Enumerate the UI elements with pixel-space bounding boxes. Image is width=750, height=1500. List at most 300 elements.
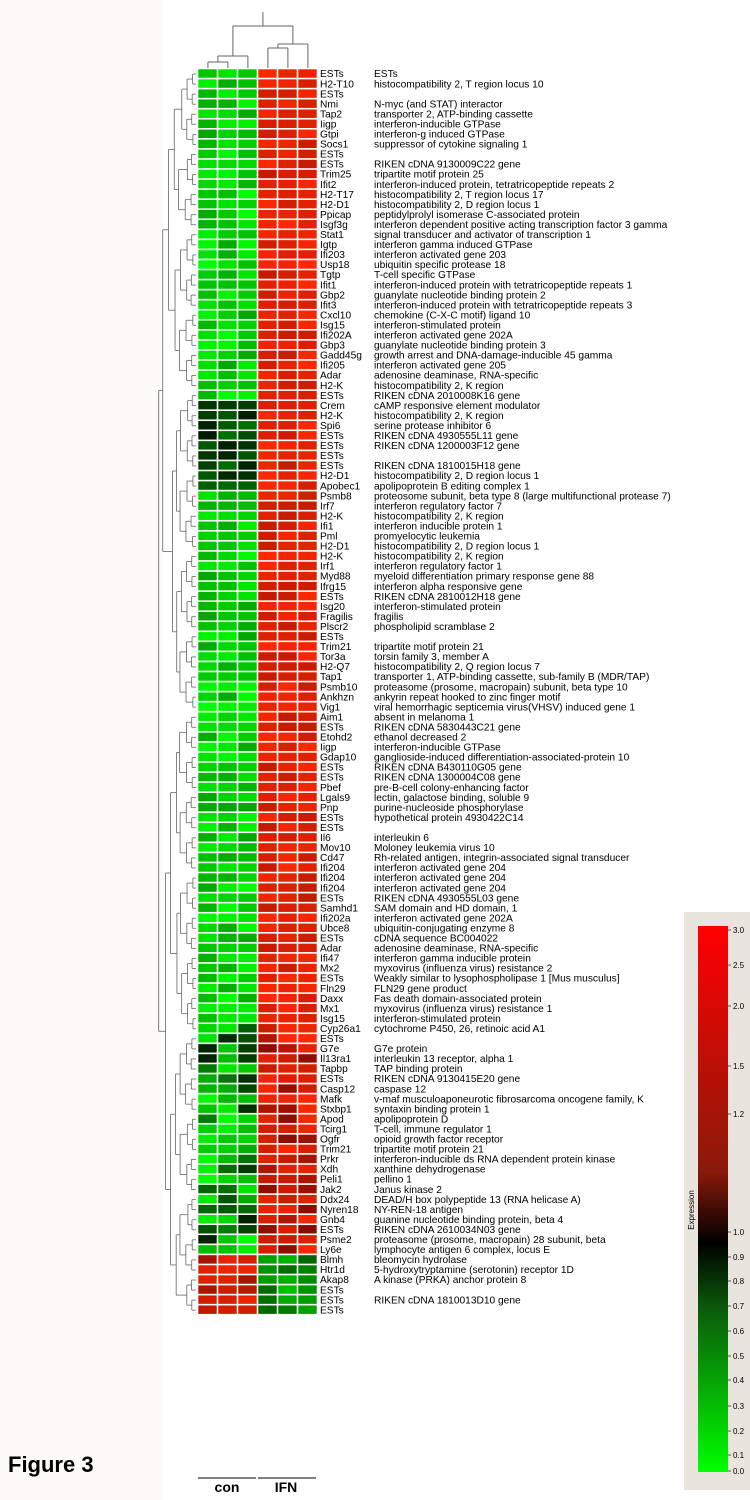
heatmap-cell: [258, 742, 277, 751]
heatmap-cell: [298, 1044, 317, 1053]
heatmap-cell: [298, 682, 317, 691]
heatmap-cell: [238, 1154, 257, 1163]
heatmap-cell: [298, 1034, 317, 1043]
heatmap-cell: [278, 1235, 297, 1244]
heatmap-cell: [298, 853, 317, 862]
heatmap-cell: [198, 240, 217, 249]
heatmap-cell: [198, 1195, 217, 1204]
heatmap-cell: [298, 742, 317, 751]
heatmap-cell: [278, 1205, 297, 1214]
heatmap-cell: [278, 481, 297, 490]
heatmap-cell: [258, 762, 277, 771]
heatmap-cell: [258, 1164, 277, 1173]
heatmap-cell: [198, 953, 217, 962]
heatmap-cell: [258, 974, 277, 983]
heatmap-cell: [218, 682, 237, 691]
heatmap-cell: [198, 1054, 217, 1063]
gene-description: histocompatibility 2, K region: [374, 551, 504, 563]
gene-label: ESTs: [320, 441, 344, 453]
heatmap-cell: [218, 270, 237, 279]
gene-description: interferon-induced protein with tetratricopeptide repeats 3: [374, 300, 633, 312]
heatmap-cell: [278, 1044, 297, 1053]
heatmap-cell: [238, 421, 257, 430]
heatmap-cell: [278, 1305, 297, 1314]
heatmap-cell: [238, 873, 257, 882]
heatmap-cell: [218, 783, 237, 792]
heatmap-cell: [258, 119, 277, 128]
heatmap-cell: [278, 752, 297, 761]
gene-description: pellino 1: [374, 1174, 412, 1186]
heatmap-cell: [218, 471, 237, 480]
gene-description: interleukin 13 receptor, alpha 1: [374, 1054, 514, 1066]
heatmap-cell: [238, 69, 257, 78]
heatmap-cell: [298, 1285, 317, 1294]
heatmap-cell: [258, 1154, 277, 1163]
heatmap-cell: [278, 582, 297, 591]
heatmap-cell: [238, 300, 257, 309]
heatmap-cell: [278, 1215, 297, 1224]
gene-label: H2-T10: [320, 79, 354, 91]
gene-label: Xdh: [320, 1164, 339, 1176]
heatmap-cell: [278, 974, 297, 983]
gene-label: ESTs: [320, 431, 344, 442]
heatmap-cell: [298, 652, 317, 661]
heatmap-cell: [258, 1235, 277, 1244]
heatmap-cell: [218, 441, 237, 450]
heatmap-cell: [238, 622, 257, 631]
heatmap-cell: [298, 963, 317, 972]
heatmap-cell: [298, 793, 317, 802]
heatmap-cell: [258, 310, 277, 319]
gene-description: xanthine dehydrogenase: [374, 1164, 486, 1176]
heatmap-cell: [298, 783, 317, 792]
heatmap-cell: [218, 592, 237, 601]
gene-label: Psmb8: [320, 491, 352, 503]
gene-description: FLN29 gene product: [374, 983, 467, 995]
heatmap-cell: [238, 752, 257, 761]
heatmap-cell: [278, 401, 297, 410]
heatmap-cell: [278, 79, 297, 88]
column-group-ifn: IFN: [274, 1479, 298, 1495]
heatmap-cell: [258, 421, 277, 430]
gene-label: Trim21: [320, 642, 352, 654]
heatmap-cell: [218, 1094, 237, 1103]
heatmap-cell: [238, 853, 257, 862]
gene-description: 5-hydroxytryptamine (serotonin) receptor 1D: [374, 1265, 574, 1277]
heatmap-cell: [258, 572, 277, 581]
heatmap-cell: [258, 190, 277, 199]
gene-description: RIKEN cDNA 1810013D10 gene: [374, 1295, 521, 1307]
heatmap-cell: [238, 642, 257, 651]
gene-description: caspase 12: [374, 1084, 427, 1096]
heatmap-cell: [278, 1275, 297, 1284]
heatmap-cell: [298, 823, 317, 832]
heatmap-cell: [278, 310, 297, 319]
gene-label: H2-K: [320, 551, 344, 563]
heatmap-cell: [258, 1285, 277, 1294]
heatmap-cell: [298, 421, 317, 430]
heatmap-cell: [258, 1175, 277, 1184]
heatmap-cell: [238, 1054, 257, 1063]
heatmap-cell: [278, 1295, 297, 1304]
heatmap-cell: [238, 1074, 257, 1083]
heatmap-cell: [218, 933, 237, 942]
gene-description: histocompatibility 2, D region locus 1: [374, 471, 540, 483]
gene-label: Socs1: [320, 139, 349, 151]
heatmap-cell: [198, 210, 217, 219]
heatmap-cell: [198, 159, 217, 168]
heatmap-cell: [278, 994, 297, 1003]
heatmap-cell: [238, 551, 257, 560]
gene-label: Plscr2: [320, 621, 349, 633]
heatmap-cell: [278, 451, 297, 460]
gene-description: interleukin 6: [374, 833, 429, 844]
heatmap-cell: [238, 139, 257, 148]
heatmap-cell: [278, 119, 297, 128]
heatmap-cell: [298, 863, 317, 872]
heatmap-cell: [258, 803, 277, 812]
heatmap-cell: [238, 129, 257, 138]
heatmap-cell: [278, 712, 297, 721]
heatmap-cell: [218, 99, 237, 108]
heatmap-cell: [238, 602, 257, 611]
heatmap-cell: [278, 270, 297, 279]
heatmap-cell: [258, 843, 277, 852]
heatmap-cell: [218, 1295, 237, 1304]
gene-description: promyelocytic leukemia: [374, 531, 480, 543]
heatmap-cell: [258, 662, 277, 671]
gene-description: SAM domain and HD domain, 1: [374, 903, 518, 915]
heatmap-cell: [198, 622, 217, 631]
heatmap-cell: [218, 310, 237, 319]
heatmap-cell: [238, 712, 257, 721]
gene-label: Blmh: [320, 1255, 344, 1267]
heatmap-cell: [198, 843, 217, 852]
heatmap-cell: [238, 360, 257, 369]
heatmap-cell: [258, 1215, 277, 1224]
gene-description: interferon alpha responsive gene: [374, 581, 523, 593]
heatmap-cell: [258, 994, 277, 1003]
heatmap-cell: [238, 501, 257, 510]
heatmap-cell: [298, 692, 317, 701]
heatmap-cell: [238, 1084, 257, 1093]
heatmap-cell: [298, 773, 317, 782]
heatmap-cell: [278, 1004, 297, 1013]
heatmap-cell: [278, 471, 297, 480]
gene-description: torsin family 3, member A: [374, 652, 489, 664]
heatmap-cell: [218, 1185, 237, 1194]
heatmap-cell: [298, 1004, 317, 1013]
heatmap-cell: [218, 330, 237, 339]
gene-label: Ifi203: [320, 250, 345, 262]
heatmap-cell: [198, 1044, 217, 1053]
heatmap-cell: [238, 491, 257, 500]
gene-label: Gtpi: [320, 129, 339, 141]
gene-label: Ifi1: [320, 521, 334, 533]
heatmap-cell: [238, 260, 257, 269]
heatmap-cell: [278, 421, 297, 430]
heatmap-cell: [198, 139, 217, 148]
gene-description: myeloid differentiation primary response gene 88: [374, 571, 595, 583]
heatmap-cell: [258, 823, 277, 832]
heatmap-cell: [238, 1114, 257, 1123]
heatmap-cell: [298, 893, 317, 902]
heatmap-cell: [218, 1034, 237, 1043]
heatmap-cell: [218, 170, 237, 179]
gene-description: tripartite motif protein 21: [374, 642, 484, 654]
heatmap-cell: [218, 1235, 237, 1244]
heatmap-cell: [198, 752, 217, 761]
legend-tick-label: 0.9: [733, 1253, 745, 1262]
heatmap-cell: [198, 913, 217, 922]
heatmap-cell: [198, 712, 217, 721]
heatmap-cell: [298, 762, 317, 771]
heatmap-cell: [278, 873, 297, 882]
gene-label: Aim1: [320, 712, 344, 724]
heatmap-cell: [198, 99, 217, 108]
heatmap-cell: [258, 652, 277, 661]
heatmap-cell: [238, 391, 257, 400]
heatmap-cell: [258, 1044, 277, 1053]
heatmap-cell: [198, 1285, 217, 1294]
heatmap-cell: [198, 1004, 217, 1013]
heatmap-cell: [238, 79, 257, 88]
heatmap-cell: [198, 511, 217, 520]
heatmap-cell: [298, 330, 317, 339]
heatmap-cell: [298, 180, 317, 189]
heatmap-cell: [258, 1124, 277, 1133]
heatmap-cell: [218, 431, 237, 440]
gene-label: ESTs: [320, 149, 344, 161]
heatmap-cell: [238, 762, 257, 771]
heatmap-cell: [298, 732, 317, 741]
gene-description: T-cell specific GTPase: [374, 270, 476, 282]
heatmap-cell: [238, 119, 257, 128]
heatmap-cell: [218, 1084, 237, 1093]
heatmap-cell: [298, 1225, 317, 1234]
gene-label: Ogfr: [320, 1134, 340, 1146]
heatmap-cell: [218, 491, 237, 500]
heatmap-cell: [218, 250, 237, 259]
gene-description: hypothetical protein 4930422C14: [374, 812, 524, 824]
heatmap-cell: [278, 511, 297, 520]
gene-label: Usp18: [320, 260, 350, 272]
heatmap-cell: [198, 783, 217, 792]
heatmap-cell: [198, 943, 217, 952]
gene-description: ubiquitin specific protease 18: [374, 260, 506, 272]
gene-label: Ifit2: [320, 179, 337, 191]
heatmap-cell: [198, 903, 217, 912]
heatmap-cell: [218, 813, 237, 822]
heatmap-cell: [238, 612, 257, 621]
gene-label: Iigp: [320, 119, 337, 131]
gene-label: Spi6: [320, 420, 341, 432]
gene-description: cytochrome P450, 26, retinoic acid A1: [374, 1023, 546, 1035]
heatmap-cell: [258, 1305, 277, 1314]
gene-description: histocompatibility 2, T region locus 10: [374, 79, 544, 91]
heatmap-cell: [238, 1124, 257, 1133]
heatmap-cell: [218, 240, 237, 249]
heatmap-cell: [238, 863, 257, 872]
gene-description: interferon-inducible GTPase: [374, 119, 501, 131]
heatmap-cell: [238, 662, 257, 671]
heatmap-cell: [198, 1104, 217, 1113]
heatmap-cell: [258, 260, 277, 269]
gene-label: ESTs: [320, 762, 344, 774]
heatmap-cell: [258, 340, 277, 349]
heatmap-cell: [258, 1144, 277, 1153]
gene-description: guanine nucleotide binding protein, beta 4: [374, 1214, 564, 1226]
heatmap-cell: [198, 1205, 217, 1214]
heatmap-cell: [258, 582, 277, 591]
gene-label: ESTs: [320, 1034, 344, 1045]
heatmap-cell: [198, 773, 217, 782]
heatmap-cell: [198, 401, 217, 410]
heatmap-cell: [278, 843, 297, 852]
heatmap-cell: [218, 1205, 237, 1214]
heatmap-cell: [218, 1215, 237, 1224]
gene-label: ESTs: [320, 632, 344, 643]
heatmap-cell: [298, 200, 317, 209]
heatmap-cell: [278, 230, 297, 239]
heatmap-cell: [278, 330, 297, 339]
gene-label: Psmb10: [320, 682, 358, 694]
heatmap-cell: [258, 170, 277, 179]
heatmap-cell: [258, 350, 277, 359]
heatmap-cell: [238, 572, 257, 581]
heatmap-cell: [218, 531, 237, 540]
gene-description: histocompatibility 2, K region: [374, 511, 504, 523]
heatmap-cell: [258, 431, 277, 440]
heatmap-cell: [198, 200, 217, 209]
heatmap-cell: [298, 752, 317, 761]
heatmap-cell: [278, 350, 297, 359]
heatmap-cell: [258, 1134, 277, 1143]
heatmap-cell: [198, 863, 217, 872]
heatmap-cell: [238, 170, 257, 179]
gene-label: Crem: [320, 400, 345, 412]
heatmap-cell: [238, 1285, 257, 1294]
heatmap-cell: [298, 411, 317, 420]
gene-description: growth arrest and DNA-damage-inducible 45 gamma: [374, 350, 613, 362]
heatmap-cell: [258, 79, 277, 88]
heatmap-cell: [278, 290, 297, 299]
gene-description: serine protease inhibitor 6: [374, 420, 492, 432]
heatmap-cell: [258, 381, 277, 390]
heatmap-cell: [238, 1104, 257, 1113]
heatmap-cell: [298, 1104, 317, 1113]
gene-description: interferon-stimulated protein: [374, 1013, 501, 1025]
heatmap-cell: [218, 883, 237, 892]
heatmap-cell: [198, 330, 217, 339]
heatmap-cell: [278, 69, 297, 78]
heatmap-cell: [298, 1084, 317, 1093]
gene-label: Cxcl10: [320, 310, 352, 322]
legend-tick-label: 1.0: [733, 1228, 745, 1237]
heatmap-cell: [298, 1215, 317, 1224]
gene-description: interferon activated gene 202A: [374, 330, 513, 342]
gene-label: Ankhzn: [320, 692, 354, 704]
heatmap-cell: [218, 974, 237, 983]
gene-label: H2-D1: [320, 199, 350, 211]
heatmap-cell: [258, 481, 277, 490]
heatmap-cell: [198, 340, 217, 349]
heatmap-cell: [238, 381, 257, 390]
gene-description: absent in melanoma 1: [374, 712, 475, 724]
heatmap-cell: [298, 119, 317, 128]
heatmap-cell: [278, 431, 297, 440]
heatmap-cell: [238, 541, 257, 550]
heatmap-cell: [198, 642, 217, 651]
heatmap-cell: [198, 149, 217, 158]
heatmap-cell: [258, 1014, 277, 1023]
gene-label: Igtp: [320, 240, 337, 252]
heatmap-cell: [278, 672, 297, 681]
heatmap-cell: [258, 1054, 277, 1063]
heatmap-cell: [298, 833, 317, 842]
heatmap-cell: [298, 350, 317, 359]
gene-label: Tor3a: [320, 652, 346, 664]
heatmap-cell: [258, 471, 277, 480]
gene-label: Irf1: [320, 561, 335, 573]
heatmap-cell: [298, 310, 317, 319]
heatmap-cell: [238, 531, 257, 540]
gene-description: RIKEN cDNA 1200003F12 gene: [374, 441, 520, 453]
heatmap-cell: [258, 984, 277, 993]
heatmap-cell: [218, 602, 237, 611]
gene-description: peptidylprolyl isomerase C-associated protein: [374, 209, 580, 221]
heatmap-cell: [218, 612, 237, 621]
heatmap-cell: [298, 843, 317, 852]
heatmap-cell: [218, 1275, 237, 1284]
heatmap-cell: [198, 592, 217, 601]
heatmap-cell: [198, 632, 217, 641]
heatmap-cell: [258, 612, 277, 621]
heatmap-cell: [238, 783, 257, 792]
heatmap-cell: [218, 501, 237, 510]
heatmap-cell: [198, 541, 217, 550]
heatmap-cell: [238, 451, 257, 460]
heatmap-cell: [198, 672, 217, 681]
gene-description: RIKEN cDNA 5830443C21 gene: [374, 722, 521, 734]
heatmap-cell: [218, 1225, 237, 1234]
gene-label: Pml: [320, 531, 338, 543]
heatmap-cell: [218, 752, 237, 761]
gene-description: histocompatibility 2, D region locus 1: [374, 541, 540, 553]
heatmap-cell: [298, 1054, 317, 1063]
heatmap-cell: [198, 602, 217, 611]
heatmap-cell: [198, 561, 217, 570]
heatmap-cell: [198, 1064, 217, 1073]
heatmap-cell: [278, 461, 297, 470]
gene-description: ankyrin repeat hooked to zinc finger motif: [374, 692, 561, 704]
heatmap-cell: [198, 1154, 217, 1163]
heatmap-cell: [298, 943, 317, 952]
gene-description: interferon-inducible GTPase: [374, 742, 501, 754]
gene-label: Iigp: [320, 742, 337, 754]
heatmap-cell: [238, 833, 257, 842]
heatmap-cell: [258, 159, 277, 168]
heatmap-cell: [278, 1074, 297, 1083]
heatmap-cell: [278, 1195, 297, 1204]
heatmap-cell: [198, 994, 217, 1003]
heatmap-cell: [198, 190, 217, 199]
heatmap-cell: [278, 391, 297, 400]
gene-label: Gdap10: [320, 752, 357, 764]
heatmap-cell: [258, 903, 277, 912]
heatmap-cell: [238, 320, 257, 329]
gene-description: ganglioside-induced differentiation-associated-protein 10: [374, 752, 630, 764]
